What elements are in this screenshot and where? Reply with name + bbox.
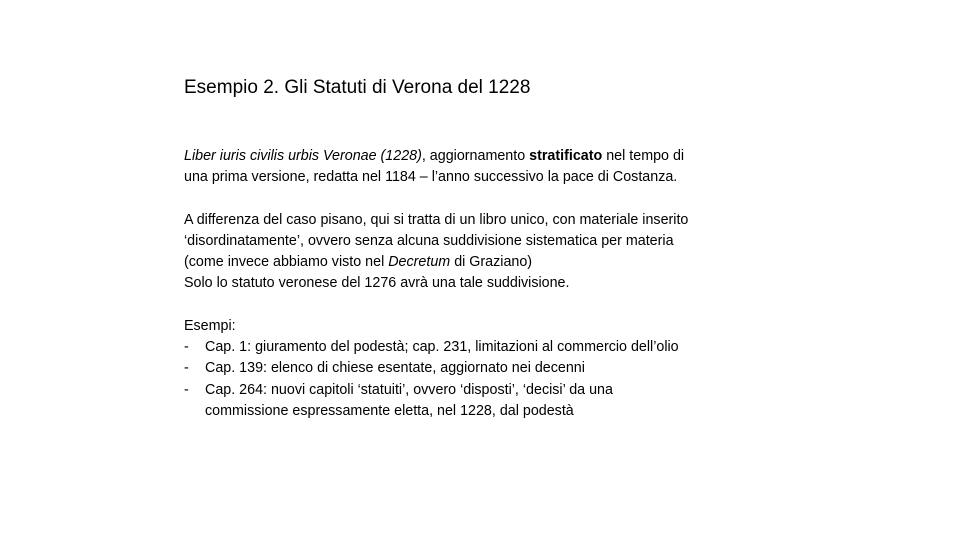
list-dash: - [184,381,189,398]
decretum-italic: Decretum [388,254,451,271]
liber-bold-word: stratificato [529,148,603,164]
paragraph-liber [184,146,804,189]
paragraph-differenza-line-3 [184,252,804,273]
paragraph-differenza [184,210,804,295]
list-item-text: Cap. 139: elenco di chiese esentate, aggiornato nei decenni [205,360,585,377]
paragraph-differenza-line-1: A differenza del caso pisano, qui si tratta di un libro unico, con materiale inserito [184,211,689,228]
liber-text-2: nel tempo di [602,148,685,164]
examples-section [184,316,804,422]
differenza-line-3-a: (come invece abbiamo visto nel [184,254,389,271]
spacer [184,295,804,316]
liber-title-italic: Liber iuris civilis urbis Veronae (1228) [184,148,422,164]
list-item-text: Cap. 264: nuovi capitoli ‘statuiti’, ovvero ‘disposti’, ‘decisi’ da una [205,381,613,398]
list-dash: - [184,360,189,377]
examples-heading: Esempi: [184,317,236,334]
list-item-text-continued: commissione espressamente eletta, nel 1228, dal podestà [205,402,574,419]
paragraph-differenza-line-4: Solo lo statuto veronese del 1276 avrà una tale suddivisione. [184,275,570,292]
differenza-line-3-b: di Graziano) [450,254,533,271]
liber-text-1: , aggiornamento [421,148,530,164]
paragraph-liber-line-1 [184,146,804,167]
paragraph-differenza-line-2: ‘disordinatamente’, ovvero senza alcuna suddivisione sistematica per materia [184,232,674,249]
spacer [184,189,804,210]
list-item [184,337,804,358]
list-item-text: Cap. 1: giuramento del podestà; cap. 231, limitazioni al commercio dell’olio [205,339,679,356]
paragraph-liber-line-2: una prima versione, redatta nel 1184 – l’anno successivo la pace di Costanza. [184,169,678,186]
slide-title: Esempio 2. Gli Statuti di Verona del 1228 [184,77,531,98]
slide-body [184,146,804,422]
list-item [184,358,804,379]
examples-list [184,337,804,422]
list-dash: - [184,339,189,356]
list-item [184,380,804,423]
